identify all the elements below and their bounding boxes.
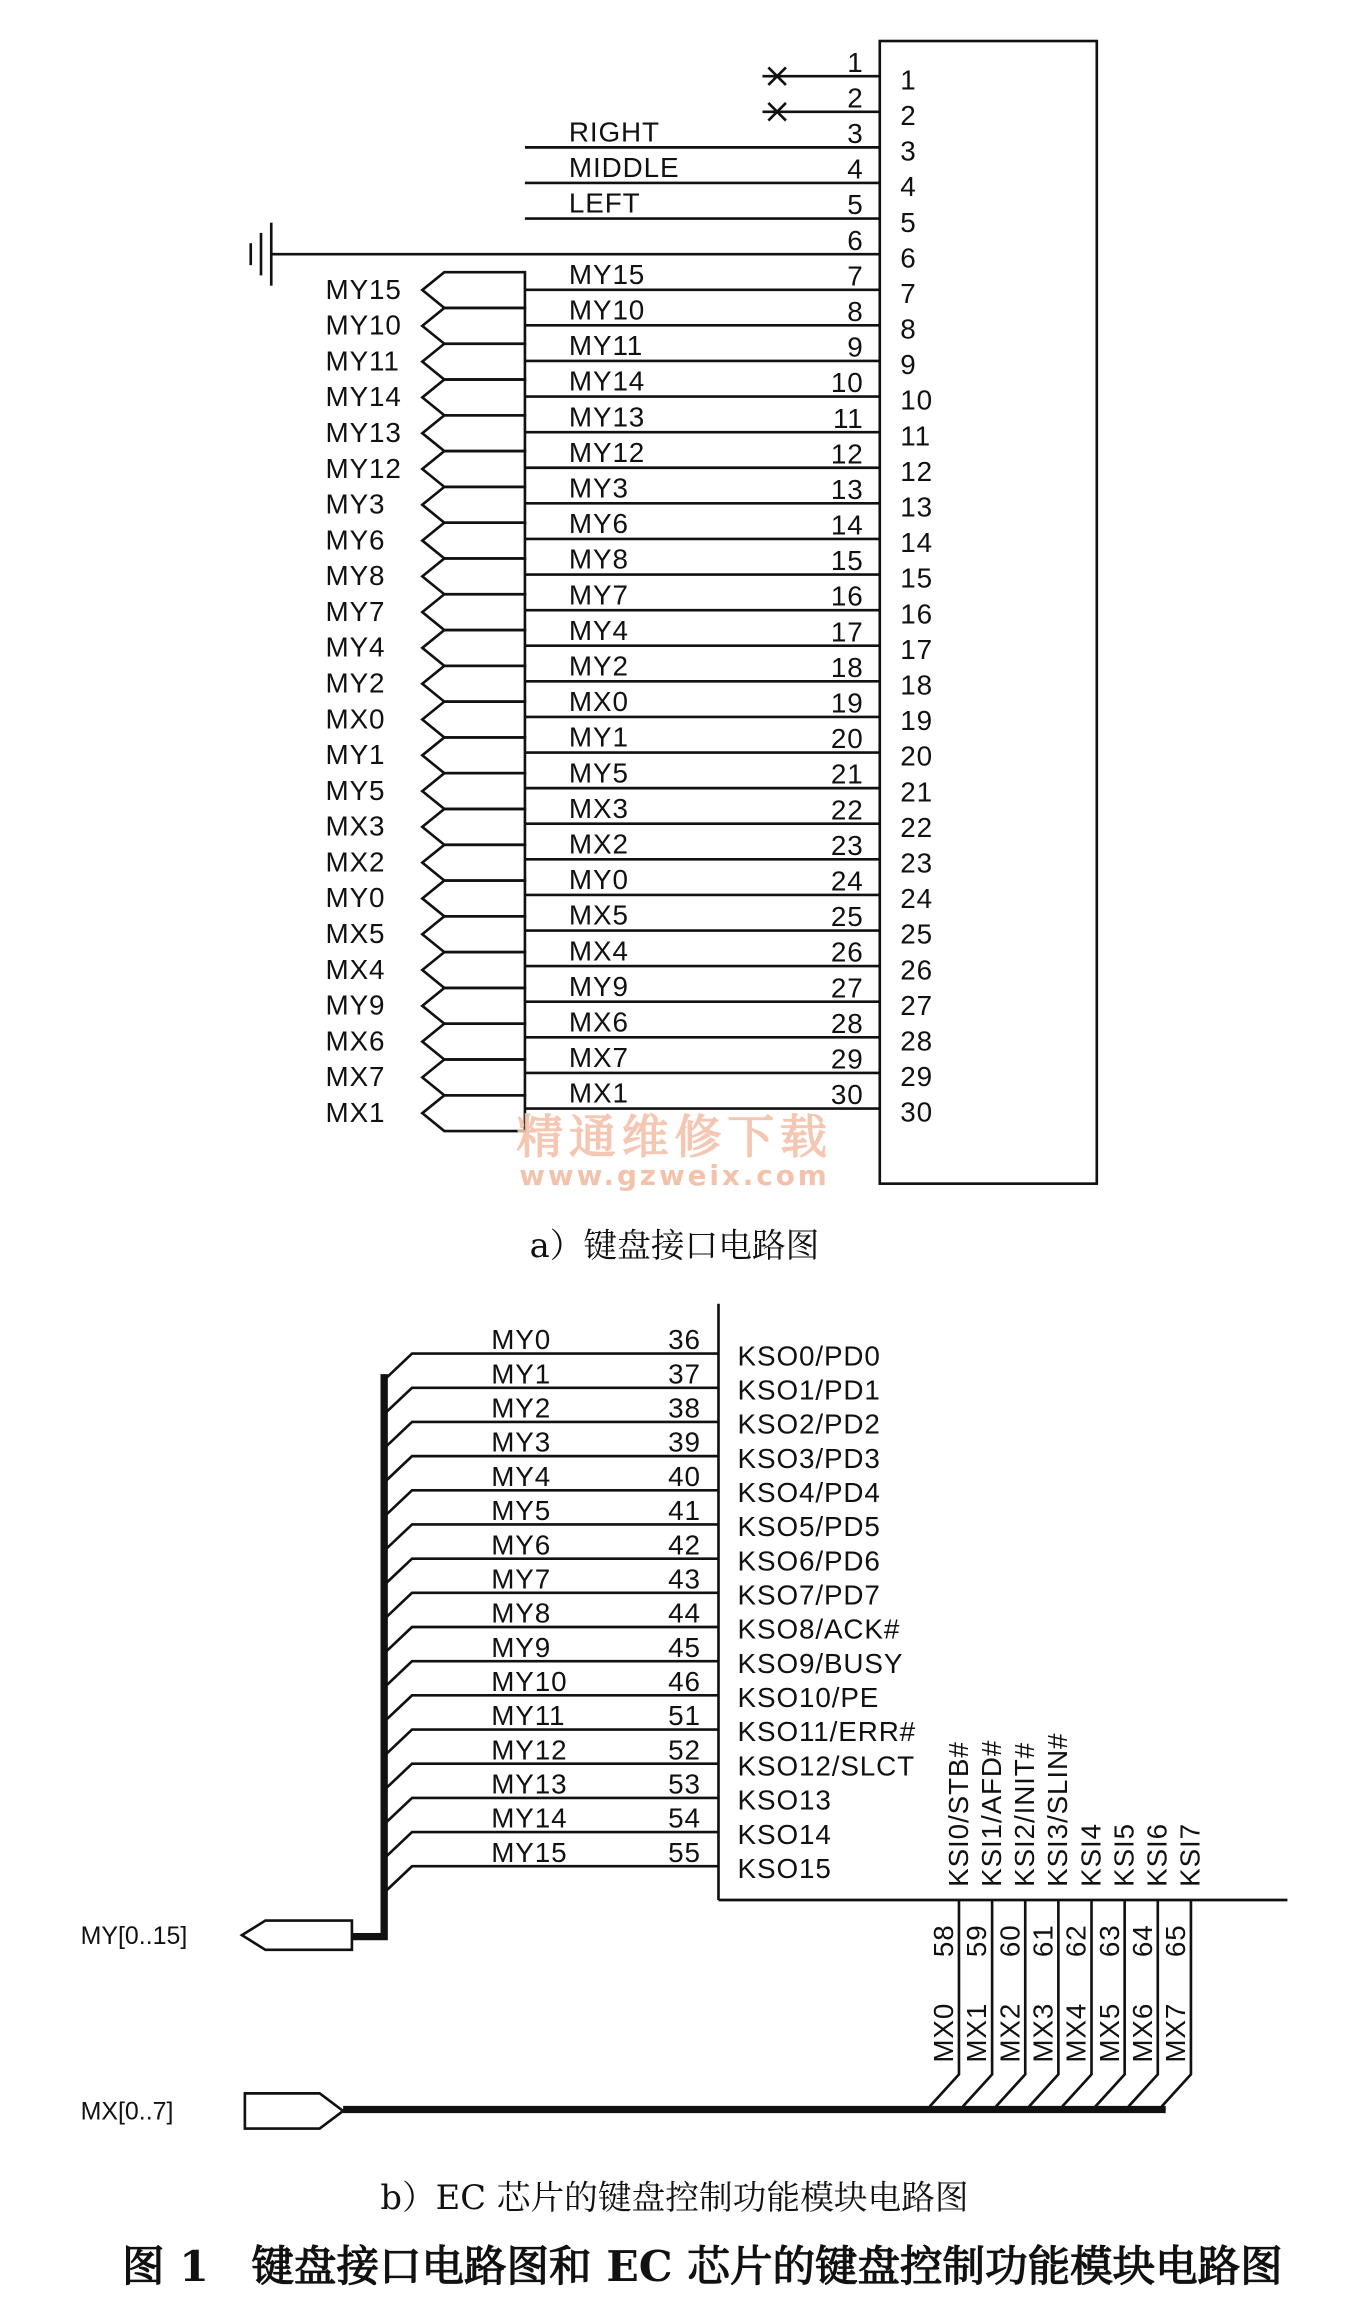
watermark-url: www.gzweix.com: [519, 1159, 830, 1193]
port-label: MX3: [325, 810, 386, 842]
ksi-pin-number: 59: [961, 1924, 993, 1958]
ksi-pin-name: KSI7: [1174, 1822, 1206, 1887]
my-bus-label: MY[0..15]: [80, 1921, 188, 1950]
connector-pin-number: 4: [900, 171, 917, 203]
wire-signal-label: MX5: [568, 899, 629, 931]
wire-signal-label: MY3: [568, 472, 629, 504]
wire-pin-number: 29: [830, 1043, 864, 1075]
wire-pin-number: 9: [847, 331, 864, 363]
kso-signal-label: MY2: [491, 1392, 552, 1424]
connector-pin-number: 8: [900, 313, 917, 345]
offpage-port: [422, 845, 525, 881]
kso-pin-number: 44: [668, 1597, 701, 1629]
kso-pin-name: KSO14: [737, 1818, 832, 1850]
ksi-pin-number: 64: [1126, 1924, 1158, 1958]
kso-signal-label: MY7: [491, 1563, 552, 1595]
offpage-port: [422, 415, 525, 451]
wire-signal-label: MY6: [568, 508, 629, 540]
offpage-port: [422, 1060, 525, 1096]
port-label: MY15: [325, 273, 402, 305]
kso-signal-wire: [384, 1866, 718, 1892]
kso-signal-label: MY1: [491, 1358, 552, 1390]
kso-signal-label: MY11: [491, 1700, 566, 1732]
wire-signal-label: MY2: [568, 650, 629, 682]
offpage-port: [422, 881, 525, 917]
wire-signal-label: MY15: [568, 258, 646, 290]
wire-pin-number: 18: [830, 651, 864, 683]
wire-signal-label: MX1: [568, 1077, 629, 1109]
wire-signal-label: MY9: [568, 970, 629, 1002]
ksi-pin-name: KSI3/SLIN#: [1042, 1732, 1074, 1887]
wire-signal-label: MX4: [568, 935, 629, 967]
port-label: MX7: [325, 1061, 386, 1093]
kso-pin-number: 52: [668, 1734, 701, 1766]
wire-pin-number: 6: [847, 224, 864, 256]
wire-pin-number: 23: [830, 829, 864, 861]
ksi-pin-number: 62: [1060, 1924, 1092, 1958]
wire-signal-label: MX6: [568, 1006, 629, 1038]
connector-pin-number: 1: [900, 64, 917, 96]
kso-signal-label: MY8: [491, 1597, 552, 1629]
wire-pin-number: 11: [832, 402, 864, 434]
port-label: MY11: [325, 345, 400, 377]
offpage-port: [422, 988, 525, 1024]
wire-signal-label: MY7: [568, 579, 629, 611]
wire-pin-number: 14: [830, 509, 864, 541]
offpage-port: [422, 308, 525, 344]
kso-pin-name: KSO0/PD0: [737, 1340, 881, 1372]
ksi-pin-number: 65: [1160, 1924, 1192, 1958]
offpage-port: [422, 558, 525, 594]
ksi-pin-number: 60: [994, 1924, 1026, 1958]
kso-pin-number: 43: [668, 1563, 701, 1595]
wire-signal-label: MX3: [568, 792, 629, 824]
wire-signal-label: MY12: [568, 436, 646, 468]
wire-signal-label: MY4: [568, 614, 629, 646]
port-label: MY7: [325, 595, 386, 627]
wire-signal-label: MY5: [568, 757, 629, 789]
ksi-signal-label: MX7: [1160, 2002, 1192, 2063]
offpage-port: [422, 773, 525, 809]
wire-pin-number: 4: [847, 153, 864, 185]
connector-pin-number: 2: [900, 99, 917, 131]
my-bus-port: [242, 1921, 352, 1950]
port-label: MY13: [325, 417, 402, 448]
ksi-signal-label: MX5: [1093, 2002, 1125, 2063]
wire-pin-number: 13: [830, 473, 864, 505]
offpage-port: [422, 916, 525, 952]
connector-pin-number: 12: [900, 455, 934, 487]
kso-pin-name: KSO11/ERR#: [737, 1716, 917, 1748]
kso-pin-name: KSO8/ACK#: [737, 1613, 901, 1645]
kso-signal-label: MY14: [491, 1802, 568, 1834]
ksi-pin-number: 61: [1027, 1924, 1059, 1958]
kso-pin-number: 38: [668, 1392, 701, 1424]
port-label: MX6: [325, 1025, 386, 1057]
wire-pin-number: 15: [830, 545, 864, 577]
port-label: MY1: [325, 739, 386, 771]
connector-pin-number: 28: [900, 1025, 934, 1057]
kso-pin-number: 41: [668, 1495, 701, 1527]
wire-pin-number: 17: [830, 616, 864, 648]
kso-pin-number: 53: [668, 1768, 701, 1800]
connector-pin-number: 23: [900, 847, 934, 879]
ksi-pin-name: KSI5: [1108, 1822, 1140, 1887]
ec-keyboard-controller-circuit: [81, 1304, 1288, 2217]
wire-pin-number: 28: [830, 1007, 864, 1039]
wire-pin-number: 16: [830, 580, 864, 612]
offpage-port: [422, 1095, 525, 1131]
wire-signal-label: MX0: [568, 686, 629, 718]
kso-pin-name: KSO6/PD6: [737, 1545, 881, 1577]
mx-bus-label: MX[0..7]: [80, 2097, 174, 2126]
wire-pin-number: 27: [830, 972, 864, 1004]
wire-signal-label: LEFT: [568, 187, 641, 219]
kso-pin-name: KSO9/BUSY: [737, 1647, 904, 1679]
ksi-pin-group: [928, 1733, 1206, 2107]
kso-pin-name: KSO4/PD4: [737, 1477, 881, 1509]
wire-pin-number: 25: [830, 901, 864, 933]
connector-pin-number: 10: [900, 384, 934, 416]
kso-pin-number: 54: [668, 1802, 701, 1834]
offpage-port: [422, 451, 525, 487]
wire-signal-label: MX2: [568, 828, 629, 860]
port-label: MX5: [325, 918, 386, 950]
connector-pin-number: 18: [900, 669, 934, 701]
port-label: MY4: [325, 631, 386, 663]
offpage-port: [422, 272, 525, 308]
kso-pin-name: KSO10/PE: [737, 1682, 880, 1714]
kso-pin-number: 36: [668, 1324, 701, 1356]
connector-pin-number: 30: [900, 1096, 934, 1128]
ksi-signal-label: MX2: [994, 2002, 1026, 2063]
connector-pin-number: 20: [900, 740, 934, 772]
ground-symbol: [251, 223, 272, 286]
offpage-port: [422, 630, 525, 666]
wire-signal-label: MY13: [568, 401, 646, 433]
connector-pin-number: 17: [900, 633, 934, 665]
kso-pin-name: KSO5/PD5: [737, 1511, 881, 1543]
ksi-signal-label: MX1: [961, 2002, 993, 2063]
offpage-port: [422, 1024, 525, 1060]
kso-pin-name: KSO13: [737, 1784, 832, 1816]
port-label: MY3: [325, 488, 386, 520]
offpage-port: [422, 809, 525, 845]
kso-pin-number: 55: [668, 1836, 701, 1868]
port-label: MX4: [325, 953, 386, 985]
kso-pin-number: 39: [668, 1426, 701, 1458]
connector-pin-number: 27: [900, 989, 934, 1021]
kso-signal-label: MY3: [491, 1426, 552, 1458]
kso-pin-number: 45: [668, 1631, 701, 1663]
port-label: MX2: [325, 846, 386, 878]
offpage-port: [422, 344, 525, 380]
connector-pin-number: 5: [900, 206, 917, 238]
connector-pin-number: 25: [900, 918, 934, 950]
kso-pin-number: 51: [668, 1700, 701, 1732]
kso-pin-number: 37: [668, 1358, 701, 1390]
kso-signal-label: MY4: [491, 1460, 552, 1492]
wire-signal-label: RIGHT: [568, 116, 660, 148]
wire-signal-label: MX7: [568, 1042, 629, 1074]
port-label: MX1: [325, 1096, 386, 1128]
port-label: MY8: [325, 560, 386, 592]
ksi-signal-label: MX6: [1126, 2002, 1158, 2063]
wire-pin-number: 21: [830, 758, 864, 790]
connector-pin-number: 7: [900, 277, 917, 309]
offpage-port: [422, 594, 525, 630]
connector-pin-number: 11: [900, 420, 931, 452]
kso-signal-label: MY12: [491, 1734, 568, 1766]
connector-pin-number: 22: [900, 811, 934, 843]
port-label: MX0: [325, 703, 386, 735]
ksi-signal-label: MX0: [928, 2002, 960, 2063]
connector-pin-number: 6: [900, 242, 917, 274]
offpage-port: [422, 523, 525, 559]
port-label: MY9: [325, 989, 386, 1021]
wire-pin-number: 30: [830, 1079, 864, 1111]
ksi-pin-name: KSI4: [1075, 1822, 1107, 1887]
connector-pin-number: 14: [900, 527, 934, 559]
wire-pin-number: 26: [830, 936, 864, 968]
figure-b-caption: b）EC 芯片的键盘控制功能模块电路图: [380, 2178, 969, 2218]
connector-pin-number: 29: [900, 1061, 934, 1093]
port-label: MY0: [325, 882, 386, 914]
wire-signal-label: MY0: [568, 864, 629, 896]
wire-signal-label: MY14: [568, 365, 646, 397]
wire-pin-number: 2: [847, 82, 864, 114]
keyboard-interface-circuit: [251, 41, 1097, 1265]
kso-pin-number: 40: [668, 1460, 701, 1492]
kso-signal-label: MY0: [491, 1324, 552, 1356]
figure-caption: 图 1 键盘接口电路图和 EC 芯片的键盘控制功能模块电路图: [121, 2241, 1283, 2292]
port-label: MY5: [325, 774, 386, 806]
kso-pin-name: KSO12/SLCT: [737, 1750, 916, 1782]
wire-pin-number: 3: [847, 117, 864, 149]
watermark: [516, 1110, 833, 1192]
kso-pin-name: KSO15: [737, 1852, 832, 1884]
wire-signal-label: MY1: [568, 721, 629, 753]
wire-pin-number: 20: [830, 723, 864, 755]
ksi-signal-label: MX3: [1027, 2002, 1059, 2063]
port-label: MY2: [325, 667, 386, 699]
wire-signal-label: MY8: [568, 543, 629, 575]
wire-pin-number: 22: [830, 794, 864, 826]
offpage-port: [422, 702, 525, 738]
ksi-pin-number: 58: [928, 1924, 960, 1958]
kso-pin-name: KSO7/PD7: [737, 1579, 881, 1611]
kso-signal-label: MY5: [491, 1495, 552, 1527]
wire-pin-number: 10: [830, 367, 864, 399]
kso-pin-group: [384, 1324, 916, 1892]
connector-pin-number: 24: [900, 883, 934, 915]
figure-a-caption: a）键盘接口电路图: [529, 1225, 820, 1265]
connector-pin-number: 16: [900, 598, 934, 630]
ksi-pin-name: KSI6: [1141, 1822, 1173, 1887]
connector-pin-number: 3: [900, 135, 917, 167]
connector-pin-number: 19: [900, 705, 934, 737]
port-label: MY10: [325, 309, 402, 341]
kso-signal-label: MY9: [491, 1631, 552, 1663]
wire-pin-number: 5: [847, 189, 864, 221]
kso-signal-label: MY13: [491, 1768, 568, 1800]
wire-signal-label: MIDDLE: [568, 152, 680, 184]
offpage-port: [422, 952, 525, 988]
wire-pin-number: 7: [847, 260, 864, 292]
offpage-port: [422, 487, 525, 523]
wire-pin-number: 1: [847, 46, 864, 78]
kso-pin-name: KSO2/PD2: [737, 1408, 881, 1440]
connector-pin-number: 9: [900, 349, 917, 381]
ksi-signal-label: MX4: [1060, 2002, 1092, 2063]
offpage-port: [422, 737, 525, 773]
port-label: MY14: [325, 381, 402, 413]
ksi-pin-name: KSI2/INIT#: [1009, 1741, 1041, 1887]
offpage-port: [422, 666, 525, 702]
wire-signal-label: MY11: [568, 330, 644, 362]
watermark-title: 精通维修下载: [516, 1109, 833, 1165]
wire-pin-number: 8: [847, 295, 864, 327]
ksi-pin-name: KSI1/AFD#: [975, 1739, 1007, 1887]
kso-pin-name: KSO1/PD1: [737, 1374, 881, 1406]
offpage-port: [422, 380, 525, 416]
connector-pin-number: 15: [900, 562, 934, 594]
ksi-pin-number: 63: [1093, 1924, 1125, 1958]
kso-signal-label: MY10: [491, 1665, 568, 1697]
wire-pin-number: 19: [830, 687, 864, 719]
kso-signal-label: MY15: [491, 1836, 568, 1868]
connector-pin-number: 26: [900, 954, 934, 986]
wire-signal-label: MY10: [568, 294, 646, 326]
wire-pin-number: 12: [830, 438, 864, 470]
wire-pin-number: 24: [830, 865, 864, 897]
my-bus-line: [352, 1374, 384, 1937]
kso-signal-label: MY6: [491, 1529, 552, 1561]
offpage-ports: [326, 272, 525, 1131]
ksi-pin-name: KSI0/STB#: [942, 1741, 974, 1887]
connector-pin-number: 21: [900, 776, 934, 808]
mx-bus-port: [245, 2093, 343, 2128]
port-label: MY6: [325, 524, 386, 556]
kso-pin-number: 42: [668, 1529, 701, 1561]
port-label: MY12: [325, 452, 402, 484]
kso-pin-name: KSO3/PD3: [737, 1442, 881, 1474]
connector-pin-number: 13: [900, 491, 934, 523]
kso-pin-number: 46: [668, 1665, 701, 1697]
